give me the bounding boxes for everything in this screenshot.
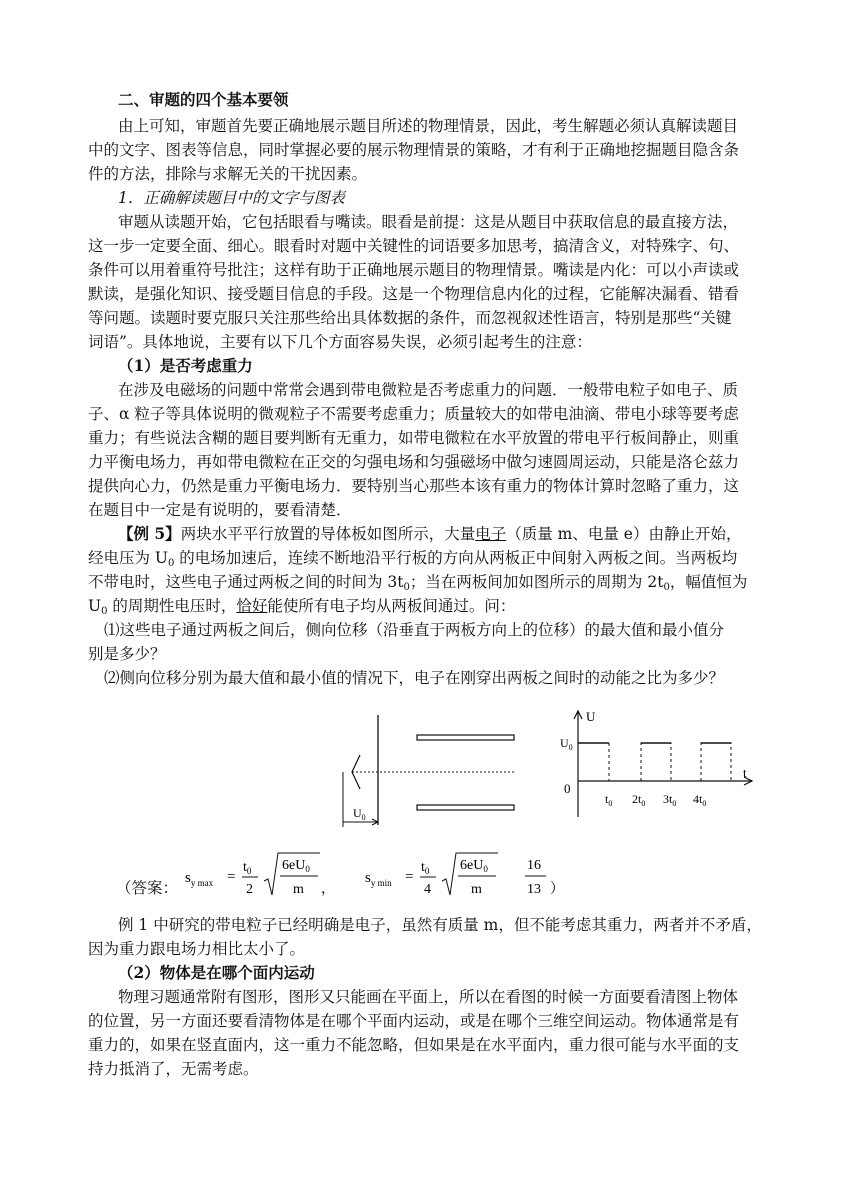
sqrt-den-m: m [471, 882, 482, 897]
question-1-line-1: ⑴这些电子通过两板之间后，侧向位移（沿垂直于两板方向上的位移）的最大值和最小值分 [104, 621, 725, 639]
frac-den-4: 4 [424, 882, 431, 897]
example-underlined-electron: 电子 [475, 525, 507, 543]
example-line-1 [118, 522, 741, 546]
origin-label: 0 [564, 781, 571, 796]
intro-line-3: 件的方法，排除与求解无关的干扰因素。 [88, 165, 368, 183]
frac-num-t0: $t_0$ [421, 860, 430, 876]
example-text: 不带电时，这些电子通过两板之间的时间为 3t [88, 573, 404, 591]
answer-prefix: （答案： [116, 879, 179, 897]
subscript: 0 [663, 582, 670, 593]
frac-den-2: 2 [246, 882, 253, 897]
example-text: 经电压为 U [88, 549, 168, 567]
ratio-denominator: 13 [527, 882, 541, 897]
para2-line-2: 子、α 粒子等具体说明的微观粒子不需要考虑重力；质量较大的如带电油滴、带电小球等要考虑 [88, 405, 739, 423]
intro-line-2: 中的文字、图表等信息，同时掌握必要的展示物理情景的策略，才有利于正确地挖掘题目隐含条 [88, 141, 740, 159]
para2-line-3: 重力；有些说法含糊的题目要判断有无重力，如带电微粒在水平放置的带电平行板间静止，则重 [88, 429, 740, 447]
para1-line-3: 条件可以用着重符号批注；这样有助于正确地展示题目的物理情景。嘴读是内化：可以小声读或 [88, 261, 740, 279]
para1-line-2: 这一步一定要全面、细心。眼看时对题中关键性的词语要多加思考，搞清含义，对特殊字、句、 [88, 237, 740, 255]
subscript: 0 [403, 582, 410, 593]
example-text: U [88, 597, 102, 615]
u0-level-label: $U_0$ [560, 736, 573, 752]
answer-close: ） [550, 882, 564, 897]
tick-t0: $t_0$ [605, 792, 613, 808]
tick-2t0: $2t_0$ [632, 792, 646, 808]
example-text: 能使所有电子均从两板间通过。问： [267, 597, 516, 615]
pulse-3-edges [701, 743, 731, 781]
example-text: 的电场加速后，连续不断地沿平行板的方向从两板正中间射入两板之间。当两板均 [174, 549, 738, 567]
tick-4t0: $4t_0$ [693, 792, 707, 808]
example-underlined-exactly: 恰好 [236, 597, 268, 615]
equals-sign: = [227, 869, 236, 885]
para3-line-4: 持力抵消了，无需考虑。 [88, 1060, 259, 1078]
example-text: 的周期性电压时， [107, 597, 237, 615]
para3-line-1: 物理习题通常附有图形，图形又只能画在平面上，所以在看图的时候一方面要看清图上物体 [118, 988, 739, 1006]
para3-line-2: 的位置，另一方面还要看清物体是在哪个平面内运动，或是在哪个三维空间运动。物体通常是有 [88, 1012, 740, 1030]
para2-line-1: 在涉及电磁场的问题中常常会遇到带电微粒是否考虑重力的问题．一般带电粒子如电子、质 [118, 381, 739, 399]
heading-gravity: （1）是否考虑重力 [118, 356, 253, 375]
example-line-2 [88, 546, 737, 570]
u-axis-label: U [586, 709, 596, 724]
example-tag: 【例 5】 [118, 524, 181, 543]
upper-plate [417, 735, 514, 740]
example-line-3 [88, 570, 747, 594]
s-ymin: $s_{y min}$ [365, 870, 392, 888]
para2-line-4: 力平衡电场力，再如带电微粒在正交的匀强电场和匀强磁场中做匀速圆周运动，只能是洛仑兹力 [88, 453, 740, 471]
para3-line-3: 重力的，如果在竖直面内，这一重力不能忽略，但如果是在水平面内，重力很可能与水平面的支 [88, 1036, 740, 1054]
para1-line-4: 默读，是强化知识、接受题目信息的手段。这是一个物理信息内化的过程，它能解决漏看、错看 [88, 285, 740, 303]
after-example-line-2: 因为重力跟电场力相比太小了。 [88, 940, 306, 958]
example-text: （质量 m、电量 e）由静止开始， [506, 525, 742, 543]
lower-plate [417, 805, 514, 810]
subsection-title: 1．正确解读题目中的文字与图表 [118, 189, 345, 207]
tick-3t0: $3t_0$ [663, 792, 677, 808]
question-2: ⑵侧向位移分别为最大值和最小值的情况下，电子在刚穿出两板之间时的动能之比为多少？ [104, 669, 725, 687]
example-line-4 [88, 594, 515, 618]
heading-plane: （2）物体是在哪个面内运动 [118, 963, 315, 982]
subscript: 0 [101, 606, 108, 617]
equals-sign: = [405, 869, 414, 885]
subscript: 0 [168, 558, 175, 569]
frac-num-t0: $t_0$ [243, 860, 252, 876]
after-example-line-1: 例 1 中研究的带电粒子已经明确是电子，虽然有质量 m，但不能考虑其重力，两者并不矛盾， [118, 916, 762, 934]
u0-label: $U_0$ [353, 806, 366, 822]
example-text: 两块水平平行放置的导体板如图所示，大量 [180, 525, 476, 543]
sqrt-den-m: m [293, 882, 304, 897]
t-axis-label: t [743, 765, 747, 780]
s-ymax: $s_{y max}$ [185, 870, 214, 888]
para1-line-6: 词语”。具体地说，主要有以下几个方面容易失误，必须引起考生的注意： [88, 333, 592, 351]
parallel-plates-figure [330, 705, 530, 835]
para1-line-5: 等问题。读题时要克服只关注那些给出具体数据的条件，而忽视叙述性语言，特别是那些“关键 [88, 309, 732, 327]
para2-line-6: 在题目中一定是有说明的，要看清楚． [88, 501, 352, 519]
para2-line-5: 提供向心力，仍然是重力平衡电场力．要特别当心那些本该有重力的物体计算时忽略了重力，这 [88, 477, 740, 495]
voltage-time-graph [560, 705, 765, 820]
section-title: 二、审题的四个基本要领 [118, 90, 289, 109]
comma: ， [321, 882, 335, 897]
para1-line-1: 审题从读题开始，它包括眼看与嘴读。眼看是前提：这是从题目中获取信息的最直接方法， [118, 213, 739, 231]
ratio-numerator: 16 [527, 858, 541, 873]
sqrt-num: $6eU_0$ [282, 858, 310, 874]
sqrt-num: $6eU_0$ [460, 858, 488, 874]
intro-line-1: 由上可知，审题首先要正确地展示题目所述的物理情景，因此，考生解题必须认真解读题目 [118, 117, 739, 135]
example-text: ，幅值恒为 [669, 573, 748, 591]
example-text: ；当在两板间加如图所示的周期为 2t [409, 573, 664, 591]
pulse-2-edges [641, 743, 671, 781]
question-1-line-2: 别是多少？ [88, 645, 166, 663]
answer-formulas [180, 845, 600, 905]
